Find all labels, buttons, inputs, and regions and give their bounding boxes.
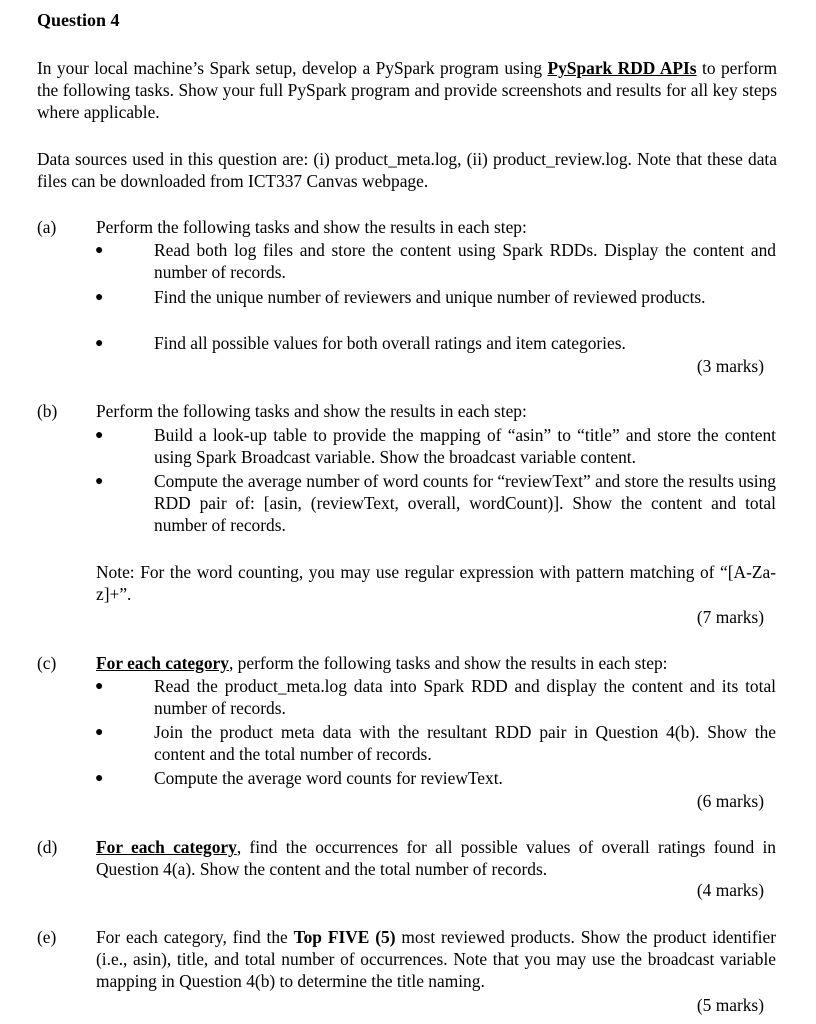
intro-emphasis: PySpark RDD APIs [547,58,697,78]
part-b-label: (b) [37,401,58,421]
part-d-emphasis: For each category [96,837,237,857]
part-a-lead: Perform the following tasks and show the results in each step: [96,217,527,237]
part-d-marks: (4 marks) [696,880,764,900]
part-c-emphasis: For each category [96,653,229,673]
part-d-body: , find the occurrences for all possible values of overall ratings found in Question 4(a). Show the content and the total number of records. [96,837,777,879]
bullet-icon: ● [95,725,104,740]
bullet-icon: ● [95,428,104,443]
bullet-icon: ● [95,243,104,258]
part-c-lead [96,652,776,674]
part-c-bullet-2: Join the product meta data with the resultant RDD pair in Question 4(b). Show the content and the total number of records. [154,722,776,764]
part-d-label: (d) [37,837,58,857]
part-e-label: (e) [37,927,57,947]
part-c-lead-text: , perform the following tasks and show the results in each step: [228,653,668,673]
part-b-lead: Perform the following tasks and show the results in each step: [96,401,527,421]
part-b-bullet-1: Build a look-up table to provide the mapping of “asin” to “title” and store the content using Spark Broadcast variable. Show the broadcast variable content. [154,425,776,467]
bullet-icon: ● [95,336,104,351]
part-e-end: most reviewed products. Show the product identifier (i.e., asin), title, and total number of occurrences. Note that you may use the broadcast variable mapping in Question 4(b) to determine the title naming. [96,927,776,991]
part-b-note: Note: For the word counting, you may use regular expression with pattern matching of “[A-Za-z]+”. [96,562,776,604]
bullet-icon: ● [95,290,104,305]
part-b-bullet-2: Compute the average number of word counts for “reviewText” and store the results using RDD pair of: [asin, (reviewText, overall, wordCount)]. Show the content and total number of records. [154,471,776,535]
bullet-icon: ● [95,474,104,489]
part-e-text [96,926,776,992]
bullet-icon: ● [95,771,104,786]
bullet-icon: ● [95,679,104,694]
part-e-emphasis: Top FIVE (5) [293,927,396,947]
part-a-marks: (3 marks) [696,356,764,376]
part-e-marks: (5 marks) [696,995,764,1015]
part-c-label: (c) [37,653,57,673]
data-sources-paragraph: Data sources used in this question are: (i) product_meta.log, (ii) product_review.log. Note that these data files can be downloaded from ICT337 Canvas webpage. [37,149,777,191]
part-c-bullet-3: Compute the average word counts for reviewText. [154,768,503,788]
part-a-bullet-1: Read both log files and store the content using Spark RDDs. Display the content and number of records. [154,240,776,282]
intro-paragraph [37,57,777,123]
part-c-marks: (6 marks) [696,791,764,811]
part-a-bullet-3: Find all possible values for both overall ratings and item categories. [154,333,626,353]
part-d-text [96,836,776,880]
question-title: Question 4 [37,10,120,30]
intro-text-end: to perform the following tasks. Show your full PySpark program and provide screenshots and results for all key steps where applicable. [37,58,777,122]
part-a-label: (a) [37,217,57,237]
part-e-start: For each category, find the [96,927,294,947]
part-a-bullet-2: Find the unique number of reviewers and unique number of reviewed products. [154,287,706,307]
part-b-marks: (7 marks) [696,607,764,627]
intro-text-start: In your local machine’s Spark setup, develop a PySpark program using [37,58,548,78]
part-c-bullet-1: Read the product_meta.log data into Spark RDD and display the content and its total number of records. [154,676,776,718]
